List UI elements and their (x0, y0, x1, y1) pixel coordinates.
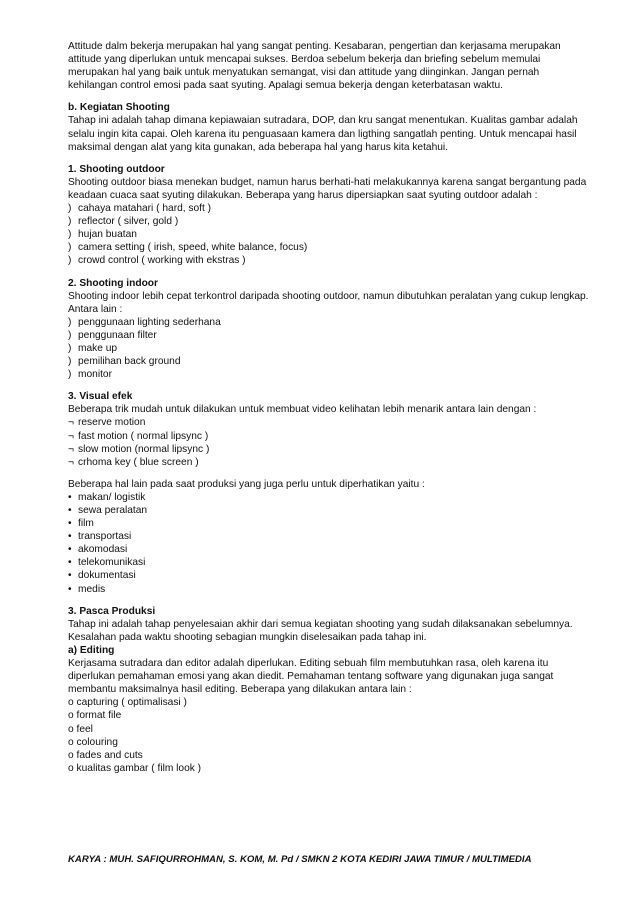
list-item: • transportasi (68, 531, 132, 543)
bullet-marker: • (68, 491, 72, 503)
intro-section (68, 40, 590, 92)
list-item: ) monitor (68, 369, 112, 381)
list-item: o feel (68, 723, 93, 735)
intro-paragraph: Attitude dalm bekerja merupakan hal yang sangat penting. Kesabaran, pengertian dan kerjasama merupakan attitude yang diperlukan untuk mencapai sukses. Berdoa sebelum bekerja dan briefing sebelum memulai merupakan hal yang baik untuk menyatukan semangat, visi dan attitude yang diinginkan. Jangan pernah kehilangan control emosi pada saat syuting. Apalagi semua bekerja dengan keterbatasan waktu. (68, 41, 561, 92)
bullet-marker: ) (68, 255, 72, 267)
list-item: o capturing ( optimalisasi ) (68, 697, 187, 709)
bullet-marker: • (68, 570, 72, 582)
list-item: o colouring (68, 736, 118, 748)
editing-paragraph: Kerjasama sutradara dan editor adalah diperlukan. Editing sebuah film membutuhkan rasa, oleh karena itu diperlukan pemahaman emosi yang akan diedit. Pemahaman tentang software yang digunakan juga sangat membantu maksimalnya hasil editing. Beberapa yang dilakukan antara lain : (68, 658, 554, 696)
indoor-section (68, 277, 590, 382)
pasca-heading: 3. Pasca Produksi (68, 605, 156, 617)
kegiatan-heading: b. Kegiatan Shooting (68, 102, 170, 114)
list-item: ¬ fast motion ( normal lipsync ) (68, 430, 209, 442)
bullet-marker: • (68, 505, 72, 516)
bullet-marker: ) (68, 369, 72, 381)
list-item: • sewa peralatan (68, 505, 148, 516)
list-item: ) penggunaan lighting sederhana (68, 316, 221, 328)
document-page (68, 40, 590, 784)
indoor-paragraph: Shooting indoor lebih cepat terkontrol daripada shooting outdoor, namun dibutuhkan peralatan yang cukup lengkap. Antara lain : (68, 290, 589, 315)
list-item: ¬ slow motion (normal lipsync ) (68, 443, 210, 455)
kegiatan-section (68, 101, 590, 153)
bullet-marker: o (68, 762, 74, 774)
bullet-marker: ) (68, 229, 72, 241)
list-item: ) penggunaan filter (68, 329, 157, 341)
bullet-marker: ) (68, 342, 72, 354)
pasca-paragraph: Tahap ini adalah tahap penyelesaian akhir dari semua kegiatan shooting yang sudah dilaksanakan sebelumnya. Kesalahan pada waktu shooting sebagian mungkin diselesaikan pada tahap ini. (68, 618, 573, 643)
bullet-marker: ) (68, 316, 72, 328)
visual-section (68, 390, 590, 469)
list-item: ) crowd control ( working with ekstras ) (68, 255, 246, 267)
list-item: ) make up (68, 342, 118, 354)
bullet-marker: o (68, 736, 74, 748)
list-item: ) cahaya matahari ( hard, soft ) (68, 203, 212, 215)
editing-heading: a) Editing (68, 644, 115, 656)
bullet-marker: • (68, 518, 72, 530)
list-item: • medis (68, 583, 106, 595)
list-item: ¬ crhoma key ( blue screen ) (68, 456, 199, 468)
list-item: • film (68, 518, 94, 530)
lain-paragraph: Beberapa hal lain pada saat produksi yang juga perlu untuk diperhatikan yaitu : (68, 478, 425, 490)
bullet-marker: • (68, 531, 72, 543)
list-item: o format file (68, 710, 122, 722)
list-item: • telekomunikasi (68, 557, 146, 569)
bullet-marker: • (68, 583, 72, 595)
pasca-section (68, 605, 590, 775)
list-item: ¬ reserve motion (68, 417, 146, 429)
bullet-marker: ¬ (68, 430, 74, 442)
list-item: • dokumentasi (68, 570, 136, 582)
bullet-marker: ) (68, 203, 72, 215)
bullet-marker: ¬ (68, 417, 74, 429)
lain-section (68, 478, 590, 596)
list-item: ) reflector ( silver, gold ) (68, 216, 179, 228)
bullet-marker: ) (68, 216, 72, 228)
kegiatan-paragraph: Tahap ini adalah tahap dimana kepiawaian sutradara, DOP, dan kru sangat menentukan. Kualitas gambar adalah selalu ingin kita capai. Oleh karena itu penguasaan kamera dan ligthing sangatlah penting. Untuk mencapai hasil maksimal dengan alat yang kita gunakan, ada beberapa hal yang harus kita ketahui. (68, 115, 578, 153)
bullet-marker: ) (68, 242, 72, 254)
list-item: o kualitas gambar ( film look ) (68, 762, 202, 774)
bullet-marker: • (68, 544, 72, 556)
list-item: ) camera setting ( irish, speed, white balance, focus) (68, 242, 308, 254)
list-item: • makan/ logistik (68, 491, 146, 503)
bullet-marker: ) (68, 329, 72, 341)
visual-heading: 3. Visual efek (68, 391, 133, 403)
bullet-marker: o (68, 697, 74, 709)
visual-paragraph: Beberapa trik mudah untuk dilakukan untuk membuat video kelihatan lebih menarik antara lain dengan : (68, 404, 537, 416)
bullet-marker: o (68, 749, 74, 761)
bullet-marker: ¬ (68, 443, 74, 455)
bullet-marker: • (68, 557, 72, 569)
outdoor-section (68, 163, 590, 268)
bullet-marker: o (68, 710, 74, 722)
outdoor-heading: 1. Shooting outdoor (68, 163, 165, 175)
bullet-marker: o (68, 723, 74, 735)
outdoor-paragraph: Shooting outdoor biasa menekan budget, namun harus berhati-hati melakukannya karena sangat bergantung pada keadaan cuaca saat syuting dilakukan. Beberapa yang harus dipersiapkan saat syuting outdoor adalah : (68, 176, 587, 201)
bullet-marker: ¬ (68, 456, 74, 468)
list-item: • akomodasi (68, 544, 128, 556)
list-item: ) hujan buatan (68, 229, 137, 241)
list-item: ) pemilihan back ground (68, 356, 181, 368)
bullet-marker: ) (68, 356, 72, 368)
indoor-heading: 2. Shooting indoor (68, 277, 158, 289)
page-footer: KARYA : MUH. SAFIQURROHMAN, S. KOM, M. Pd / SMKN 2 KOTA KEDIRI JAWA TIMUR / MULTIMEDIA (68, 854, 532, 865)
list-item: o fades and cuts (68, 749, 143, 761)
